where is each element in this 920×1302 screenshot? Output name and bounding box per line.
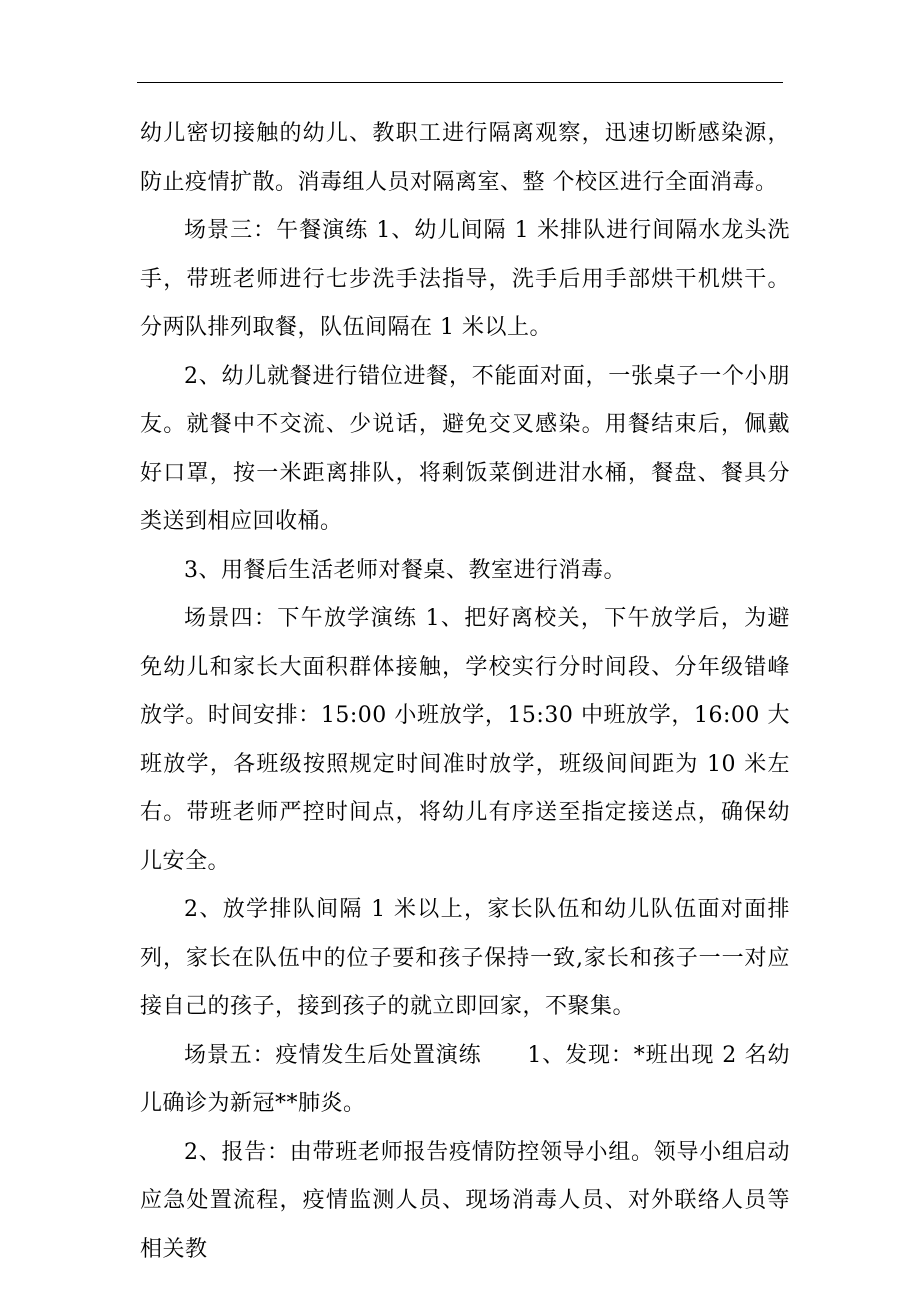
paragraph-7: 场景五：疫情发生后处置演练 1、发现：*班出现 2 名幼儿确诊为新冠**肺炎。 bbox=[140, 1042, 790, 1116]
header-rule bbox=[137, 82, 783, 83]
paragraph-8: 2、报告：由带班老师报告疫情防控领导小组。领导小组启动应急处置流程，疫情监测人员、现场消毒人员、对外联络人员等相关教 bbox=[140, 1139, 790, 1262]
paragraph-2: 场景三：午餐演练 1、幼儿间隔 1 米排队进行间隔水龙头洗手，带班老师进行七步洗手法指导，洗手后用手部烘干机烘干。分两队排列取餐，队伍间隔在 1 米以上。 bbox=[140, 218, 790, 340]
paragraph-5: 场景四：下午放学演练 1、把好离校关，下午放学后，为避免幼儿和家长大面积群体接触，学校实行分时间段、分年级错峰放学。时间安排：15:00 小班放学，15:30 中班放学，16:00 大班放学，各班级按照规定时间准时放学，班级间间距为 10 米左右。带班老师严控时间点，将幼儿有序送至指定接送点，确保幼儿安全。 bbox=[140, 606, 790, 874]
document-body bbox=[140, 110, 790, 1274]
paragraph-1: 幼儿密切接触的幼儿、教职工进行隔离观察，迅速切断感染源，防止疫情扩散。消毒组人员对隔离室、整 个校区进行全面消毒。 bbox=[140, 121, 790, 195]
paragraph-6: 2、放学排队间隔 1 米以上，家长队伍和幼儿队伍面对面排列，家长在队伍中的位子要和孩子保持一致,家长和孩子一一对应接自己的孩子，接到孩子的就立即回家，不聚集。 bbox=[140, 897, 790, 1019]
paragraph-4: 3、用餐后生活老师对餐桌、教室进行消毒。 bbox=[184, 557, 626, 583]
paragraph-3: 2、幼儿就餐进行错位进餐，不能面对面，一张桌子一个小朋友。就餐中不交流、少说话，避免交叉感染。用餐结束后，佩戴好口罩，按一米距离排队，将剩饭菜倒进泔水桶，餐盘、餐具分类送到相应回收桶。 bbox=[140, 363, 790, 534]
